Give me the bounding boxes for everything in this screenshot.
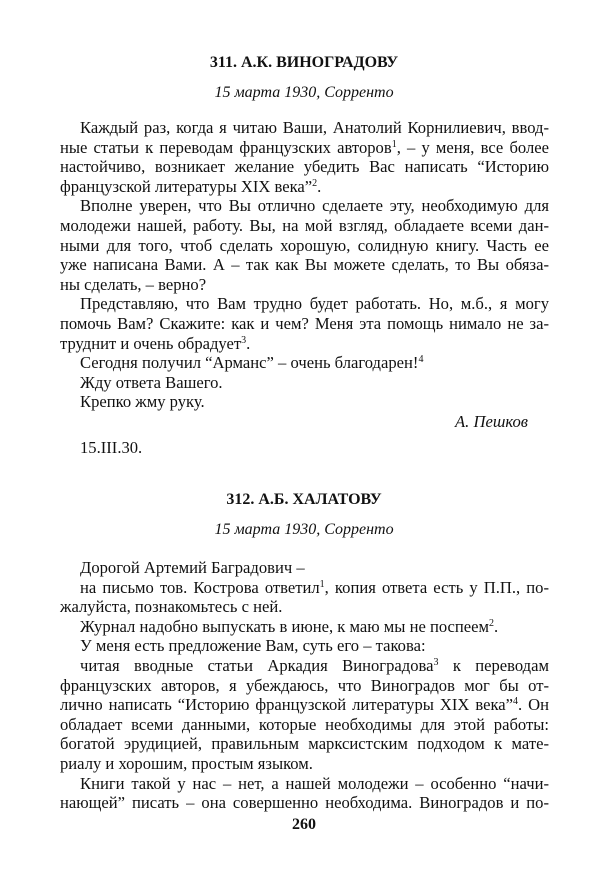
text-segment: Дорогой Артемий Баградович –: [80, 558, 305, 577]
text-segment: ные статьи к переводам французских авторов: [60, 137, 392, 157]
letter-311-title: 311. А.К. ВИНОГРАДОВУ: [209, 54, 399, 71]
text-line: [60, 216, 549, 236]
letter-311-date: 15 марта 1930, Сорренто: [214, 84, 394, 101]
letter-312-title: 312. А.Б. ХАЛАТОВУ: [226, 491, 382, 508]
text-segment: Крепко жму руку.: [80, 392, 205, 412]
footnote-ref: 1: [391, 138, 397, 150]
text-segment: У меня есть предложение Вам, суть его – такова:: [80, 636, 426, 656]
footnote-ref: 3: [433, 656, 439, 668]
text-segment: риалу и хорошим, простым языком.: [60, 753, 313, 773]
text-line: [60, 558, 549, 578]
text-line: [60, 734, 549, 754]
text-segment: настойчиво, возникает желание убедить Вас написать “Историю: [60, 157, 549, 177]
text-segment: французских авторов, я убеждаюсь, что Виноградов мог бы от-: [60, 675, 549, 695]
text-line: [60, 793, 549, 813]
letter-311-body: [60, 118, 549, 412]
text-line: [60, 314, 549, 334]
text-segment: к переводам: [438, 655, 549, 675]
text-segment: лично написать “Историю французской литературы XIX века”: [60, 695, 513, 715]
text-line: [60, 656, 549, 676]
text-segment: читая вводные статьи Аркадия Виноградова: [80, 655, 434, 675]
text-line: [60, 353, 549, 373]
text-segment: .: [494, 616, 499, 636]
text-segment: .: [246, 333, 251, 353]
text-line: [60, 118, 549, 138]
text-line: [60, 636, 549, 656]
text-line: [60, 617, 549, 637]
text-line: [60, 676, 549, 696]
text-line: [60, 294, 549, 314]
text-segment: молодежи нашей, работу. Вы, на мой взгляд, обладаете всеми дан-: [60, 215, 549, 235]
text-line: [60, 157, 549, 177]
text-segment: , – у меня, все более: [396, 137, 549, 157]
text-line: [60, 392, 549, 412]
text-segment: , копия ответа есть у П.П., по-: [324, 577, 549, 597]
text-segment: труднит и очень обрадует: [60, 333, 242, 353]
text-segment: Книги такой у нас – нет, а нашей молодежи – особенно “начи-: [80, 773, 549, 793]
text-segment: ными для того, чтоб сделать хорошую, солидную книгу. Часть ее: [60, 235, 549, 255]
text-line: [60, 597, 549, 617]
text-segment: . Он: [518, 695, 549, 715]
footnote-ref: 4: [513, 696, 518, 708]
text-line: [60, 255, 549, 275]
text-segment: французской литературы XIX века”: [60, 176, 313, 196]
text-segment: Жду ответа Вашего.: [80, 372, 223, 392]
text-segment: на письмо тов. Кострова ответил: [80, 577, 320, 597]
letter-312-date: 15 марта 1930, Сорренто: [214, 521, 394, 538]
text-line: [60, 754, 549, 774]
text-line: [60, 275, 549, 295]
text-segment: жалуйста, познакомьтесь с ней.: [60, 597, 283, 617]
text-line: [60, 774, 549, 794]
letter-311-signature: А. Пешков: [455, 412, 528, 431]
text-line: [60, 138, 549, 158]
letter-311-closing-date: 15.III.30.: [80, 438, 143, 457]
text-line: [60, 196, 549, 216]
text-segment: обладает всеми данными, которые необходимы для этой работы:: [60, 714, 549, 734]
text-segment: помочь Вам? Скажите: как и чем? Меня эта помощь нимало не за-: [60, 313, 549, 333]
text-segment: ны сделать, – верно?: [60, 274, 207, 294]
text-line: [60, 334, 549, 354]
text-segment: Каждый раз, когда я читаю Ваши, Анатолий Корнилиевич, ввод-: [80, 118, 549, 137]
text-segment: Вполне уверен, что Вы отлично сделаете эту, необходимую для: [80, 196, 549, 216]
footnote-ref: 4: [418, 354, 424, 366]
text-line: [60, 715, 549, 735]
text-line: [60, 177, 549, 197]
footnote-ref: 2: [312, 177, 318, 189]
text-line: [60, 695, 549, 715]
text-line: [60, 578, 549, 598]
footnote-ref: 3: [241, 334, 247, 346]
footnote-ref: 2: [489, 617, 495, 629]
text-segment: Сегодня получил “Арманс” – очень благодарен!: [80, 353, 419, 373]
page-number: 260: [292, 816, 316, 833]
text-line: [60, 236, 549, 256]
text-segment: .: [317, 176, 322, 196]
text-segment: Представляю, что Вам трудно будет работать. Но, м.б., я могу: [80, 294, 549, 314]
text-segment: нающей” писать – она совершенно необходима. Виноградов и по-: [60, 793, 549, 813]
text-segment: богатой эрудицией, правильным марксистским подходом к мате-: [60, 734, 549, 754]
text-line: [60, 373, 549, 393]
letter-312-body: [60, 558, 549, 813]
footnote-ref: 1: [319, 578, 325, 590]
text-segment: уже написана Вами. А – так как Вы можете сделать, то Вы обяза-: [60, 255, 549, 275]
text-segment: Журнал надобно выпускать в июне, к маю мы не поспеем: [80, 616, 490, 636]
